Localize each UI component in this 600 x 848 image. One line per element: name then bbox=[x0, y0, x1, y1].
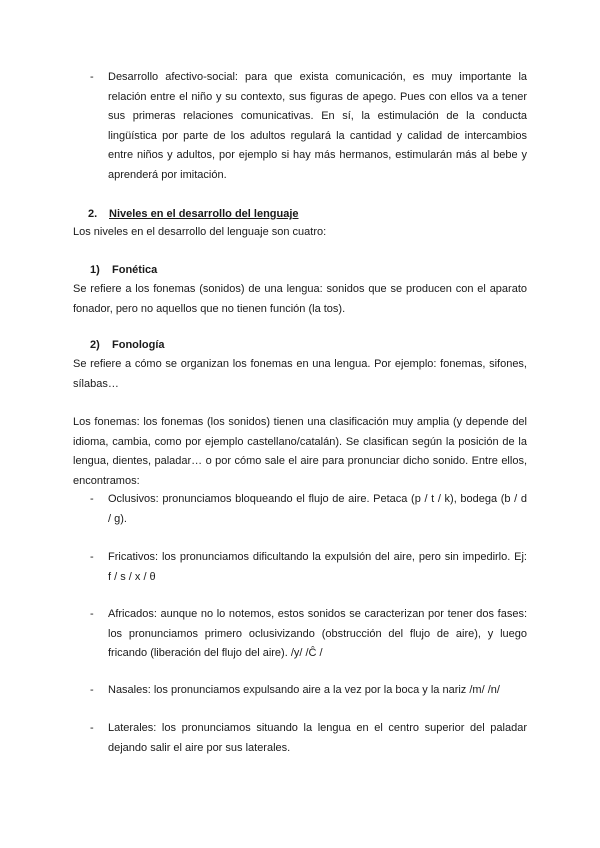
section-number: 2. bbox=[88, 208, 98, 220]
paragraph-fonemas bbox=[73, 413, 527, 491]
text-line: Fricativos: los pronunciamos dificultando la expulsión del aire, pero sin impedirlo. Ej: bbox=[108, 551, 527, 563]
text-line: sus primeras relaciones comunicativas. En sí, la estimulación de la conducta bbox=[108, 110, 527, 123]
text-line: lingüística por parte de los adultos regulará la cantidad y calidad de intercambios bbox=[108, 129, 527, 142]
text-line: dejando salir el aire por sus laterales. bbox=[108, 741, 291, 754]
bullet-dash: - bbox=[90, 493, 94, 505]
text-line: los pronunciamos primero oclusivizando (obstrucción del flujo de aire), y luego bbox=[108, 627, 527, 640]
section-title: Niveles en el desarrollo del lenguaje bbox=[109, 208, 299, 220]
text-line: aprenderá por imitación. bbox=[108, 168, 227, 181]
text-line: sílabas… bbox=[73, 377, 119, 390]
text-line: Se refiere a cómo se organizan los fonemas en una lengua. Por ejemplo: fonemas, sifones, bbox=[73, 358, 527, 370]
bullet-africados bbox=[108, 605, 527, 664]
text-line: Los fonemas: los fonemas (los sonidos) tienen una clasificación muy amplia (y depende del bbox=[73, 416, 527, 428]
text-line: lengua, dientes, paladar… o por cómo sale el aire para pronunciar dicho sonido. Entre ellos, bbox=[73, 455, 527, 468]
bullet-oclusivos bbox=[108, 490, 527, 529]
bullet-fricativos bbox=[108, 548, 527, 587]
text-line: encontramos: bbox=[73, 474, 140, 487]
text-line: Africados: aunque no lo notemos, estos sonidos se caracterizan por tener dos fases: bbox=[108, 608, 527, 620]
bullet-dash: - bbox=[90, 551, 94, 563]
bullet-laterales bbox=[108, 719, 527, 758]
text-line: Se refiere a los fonemas (sonidos) de una lengua: sonidos que se producen con el aparato bbox=[73, 283, 527, 295]
text-line: f / s / x / θ bbox=[108, 570, 156, 583]
subheading-title: Fonética bbox=[112, 264, 158, 276]
text-line: Oclusivos: pronunciamos bloqueando el flujo de aire. Petaca (p / t / k), bodega (b / d bbox=[108, 493, 527, 505]
paragraph-fonologia bbox=[73, 355, 527, 394]
subheading-number: 2) bbox=[90, 339, 100, 351]
text-line: Laterales: los pronunciamos situando la lengua en el centro superior del paladar bbox=[108, 722, 527, 734]
subheading-fonologia bbox=[90, 336, 165, 356]
subheading-fonetica bbox=[90, 261, 157, 281]
bullet-dash: - bbox=[90, 71, 94, 83]
text-line: relación entre el niño y su contexto, sus figuras de apego. Pues con ellos va a tener bbox=[108, 90, 527, 103]
bullet-nasales bbox=[108, 681, 527, 701]
text-line: / g). bbox=[108, 512, 127, 525]
text-line: Nasales: los pronunciamos expulsando aire a la vez por la boca y la nariz /m/ /n/ bbox=[108, 684, 500, 696]
paragraph-fonetica bbox=[73, 280, 527, 319]
text-line: Desarrollo afectivo-social: para que exista comunicación, es muy importante la bbox=[108, 71, 527, 83]
bullet-dash: - bbox=[90, 722, 94, 734]
text-line: fricando (liberación del flujo del aire). /y/ /Ĉ / bbox=[108, 647, 323, 660]
bullet-dash: - bbox=[90, 684, 94, 696]
section-intro: Los niveles en el desarrollo del lenguaje son cuatro: bbox=[73, 226, 327, 238]
text-line: idioma, cambia, como por ejemplo castellano/catalán). Se clasifican según la posición de la bbox=[73, 435, 527, 448]
subheading-number: 1) bbox=[90, 264, 100, 276]
text-line: fonador, pero no aquellos que no tienen función (la tos). bbox=[73, 302, 346, 315]
text-line: entre niños y adultos, por ejemplo si hay más hermanos, estimularán más al bebe y bbox=[108, 149, 527, 162]
bullet-dash: - bbox=[90, 608, 94, 620]
section-heading bbox=[88, 205, 299, 225]
subheading-title: Fonología bbox=[112, 339, 165, 351]
bullet-afectivo-social bbox=[108, 68, 527, 186]
